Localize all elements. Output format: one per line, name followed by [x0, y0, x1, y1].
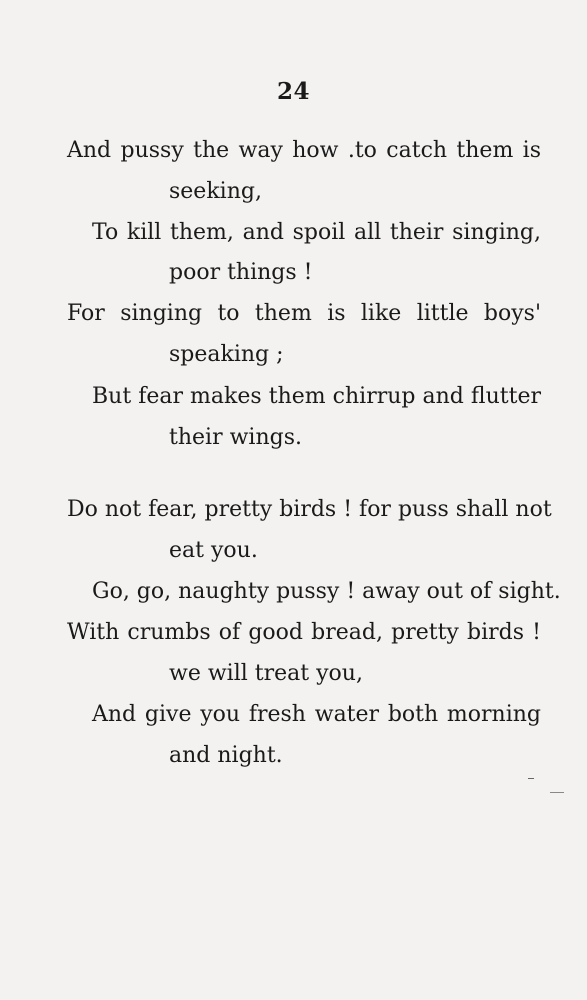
poem-line: we will treat you,	[169, 661, 363, 686]
poem-line: For singing to them is like little boys'	[67, 301, 541, 326]
poem-line: and night.	[169, 743, 283, 768]
poem-line: seeking,	[169, 179, 262, 204]
print-speck	[550, 792, 564, 793]
poem-line: With crumbs of good bread, pretty birds !	[67, 620, 541, 645]
poem-line: their wings.	[169, 425, 302, 450]
poem-line: speaking ;	[169, 342, 284, 367]
poem-line: poor things !	[169, 260, 313, 285]
poem-line: eat you.	[169, 538, 258, 563]
poem-line: Do not fear, pretty birds ! for puss shall not	[67, 497, 552, 522]
poem-line: Go, go, naughty pussy ! away out of sight.	[92, 579, 561, 604]
poem-line: And pussy the way how .to catch them is	[67, 138, 541, 163]
poem-line: To kill them, and spoil all their singing,	[92, 220, 541, 245]
poem-line: But fear makes them chirrup and flutter	[92, 384, 541, 409]
poem-line: And give you fresh water both morning	[92, 702, 541, 727]
page-number: 24	[276, 78, 310, 105]
print-speck	[528, 778, 534, 779]
